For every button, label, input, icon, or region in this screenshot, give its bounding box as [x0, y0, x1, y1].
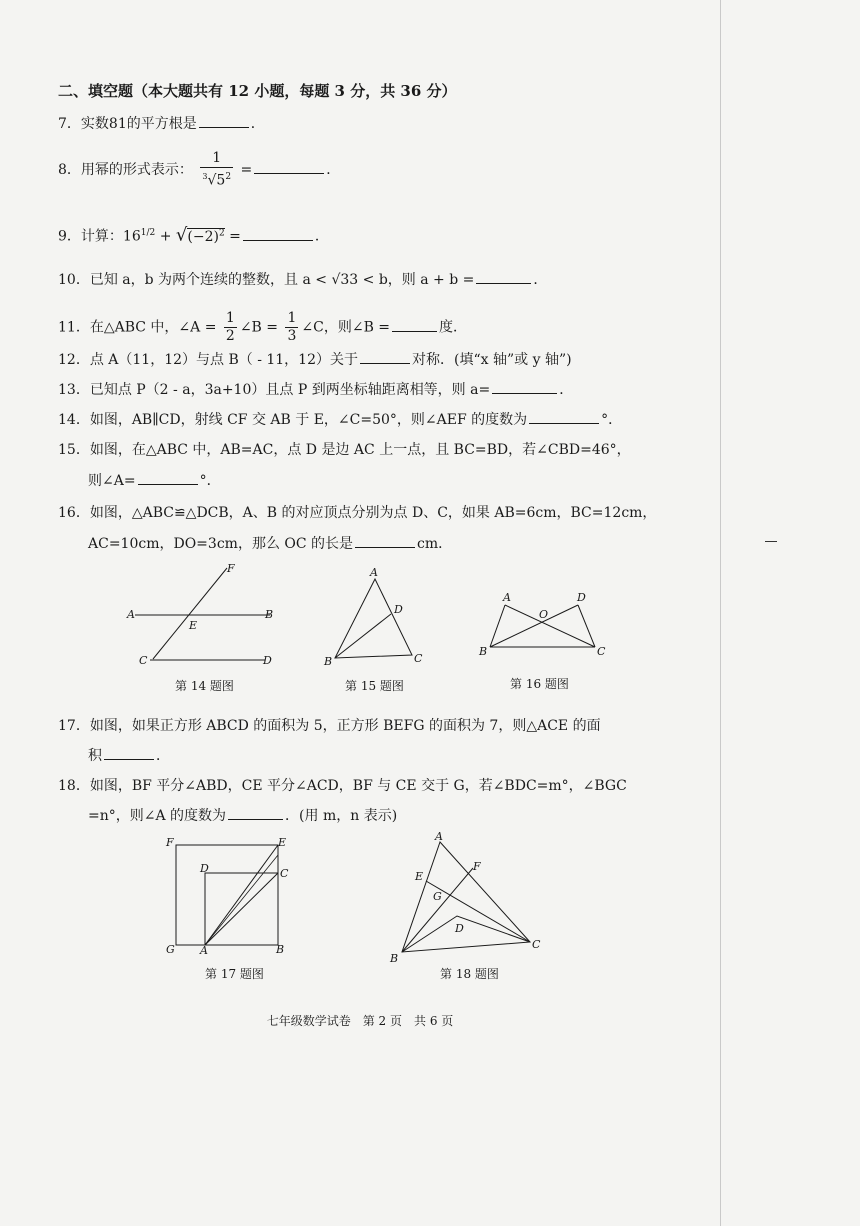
label-D: D	[455, 922, 464, 935]
question-17: 17．如图，如果正方形 ABCD 的面积为 5，正方形 BEFG 的面积为 7，则△ACE 的面	[58, 718, 601, 734]
section-title: 二、填空题（本大题共有 12 小题，每题 3 分，共 36 分）	[58, 82, 457, 100]
question-7: 7．实数81的平方根是 ．	[58, 113, 265, 134]
label-F: F	[166, 836, 174, 849]
answer-blank[interactable]	[228, 805, 283, 820]
answer-blank[interactable]	[254, 159, 324, 174]
figure-18-caption: 第 18 题图	[440, 967, 499, 981]
figure-14-caption: 第 14 题图	[175, 679, 234, 693]
label-B: B	[390, 952, 399, 965]
question-18: 18．如图，BF 平分∠ABD，CE 平分∠ACD，BF 与 CE 交于 G，若∠BDC=m°，∠BGC	[58, 778, 627, 794]
label-G: G	[166, 943, 175, 956]
label-A: A	[370, 566, 378, 579]
label-C: C	[597, 645, 606, 658]
question-14: 14．如图，AB∥CD，射线 CF 交 AB 于 E，∠C=50°，则∠AEF 的度数为 °．	[58, 409, 622, 430]
label-B: B	[265, 608, 274, 621]
label-B: B	[276, 943, 285, 956]
question-12: 12．点 A（11，12）与点 B（ - 11，12）关于 对称．(填“x 轴”或 y 轴”)	[58, 349, 572, 370]
question-15-line-2: 则∠A= °．	[88, 470, 221, 491]
answer-blank[interactable]	[392, 317, 437, 332]
question-15: 15．如图，在△ABC 中，AB=AC，点 D 是边 AC 上一点，且 BC=BD，若∠CBD=46°，	[58, 442, 631, 458]
question-13: 13．已知点 P（2 - a，3a+10）且点 P 到两坐标轴距离相等，则 a= ．	[58, 379, 573, 400]
question-16: 16．如图，△ABC≌△DCB，A、B 的对应顶点分别为点 D、C，如果 AB=6cm，BC=12cm，	[58, 505, 657, 521]
label-B: B	[479, 645, 488, 658]
page-footer: 七年级数学试卷 第 2 页 共 6 页	[266, 1014, 454, 1028]
question-17-line-2: 积 ．	[88, 745, 170, 766]
label-O: O	[539, 608, 549, 621]
answer-blank[interactable]	[199, 113, 249, 128]
figure-15-caption: 第 15 题图	[345, 679, 404, 693]
answer-blank[interactable]	[360, 349, 410, 364]
label-A: A	[503, 591, 511, 604]
question-10: 10．已知 a，b 为两个连续的整数，且 a < √33 < b，则 a + b = ．	[58, 269, 547, 290]
fraction: $\frac{1}{^3√5^2}$	[202, 150, 232, 189]
answer-blank[interactable]	[529, 409, 599, 424]
answer-blank[interactable]	[243, 226, 313, 241]
figure-14	[125, 560, 285, 675]
figure-17-caption: 第 17 题图	[205, 967, 264, 981]
label-A: A	[200, 944, 208, 957]
label-C: C	[532, 938, 541, 951]
binding-margin-line	[720, 0, 721, 1226]
label-A: A	[127, 608, 135, 621]
figure-17	[160, 835, 300, 960]
label-E: E	[278, 836, 287, 849]
answer-blank[interactable]	[476, 269, 531, 284]
question-18-line-2: =n°，则∠A 的度数为 ．(用 m，n 表示)	[88, 805, 397, 826]
label-C: C	[139, 654, 148, 667]
figure-15	[320, 565, 430, 670]
figure-16-caption: 第 16 题图	[510, 677, 569, 691]
label-G: G	[433, 890, 442, 903]
question-16-line-2: AC=10cm，DO=3cm，那么 OC 的长是 cm．	[88, 533, 452, 554]
question-11: 11．在△ABC 中，∠A = $\frac{1}{2}$ ∠B = $\frac{1}{3}$ ∠C，则∠B = 度．	[58, 310, 468, 344]
label-C: C	[280, 867, 289, 880]
figure-16	[475, 585, 620, 665]
figure-18	[385, 830, 545, 965]
question-8: 8．用幂的形式表示： $\frac{1}{^3√5^2}$ = ．	[58, 150, 341, 189]
label-A: A	[435, 830, 443, 843]
label-B: B	[324, 655, 333, 668]
answer-blank[interactable]	[138, 470, 198, 485]
label-D: D	[394, 603, 403, 616]
question-9: 9．计算：$16^{1/2} + √(-2)^2$ = ．	[58, 224, 329, 246]
label-D: D	[263, 654, 272, 667]
answer-blank[interactable]	[492, 379, 557, 394]
answer-blank[interactable]	[104, 745, 154, 760]
margin-mark	[765, 541, 777, 542]
label-F: F	[227, 562, 235, 575]
label-D: D	[200, 862, 209, 875]
label-D: D	[577, 591, 586, 604]
label-E: E	[189, 619, 198, 632]
label-E: E	[415, 870, 424, 883]
label-F: F	[473, 860, 481, 873]
answer-blank[interactable]	[355, 533, 415, 548]
label-C: C	[414, 652, 423, 665]
